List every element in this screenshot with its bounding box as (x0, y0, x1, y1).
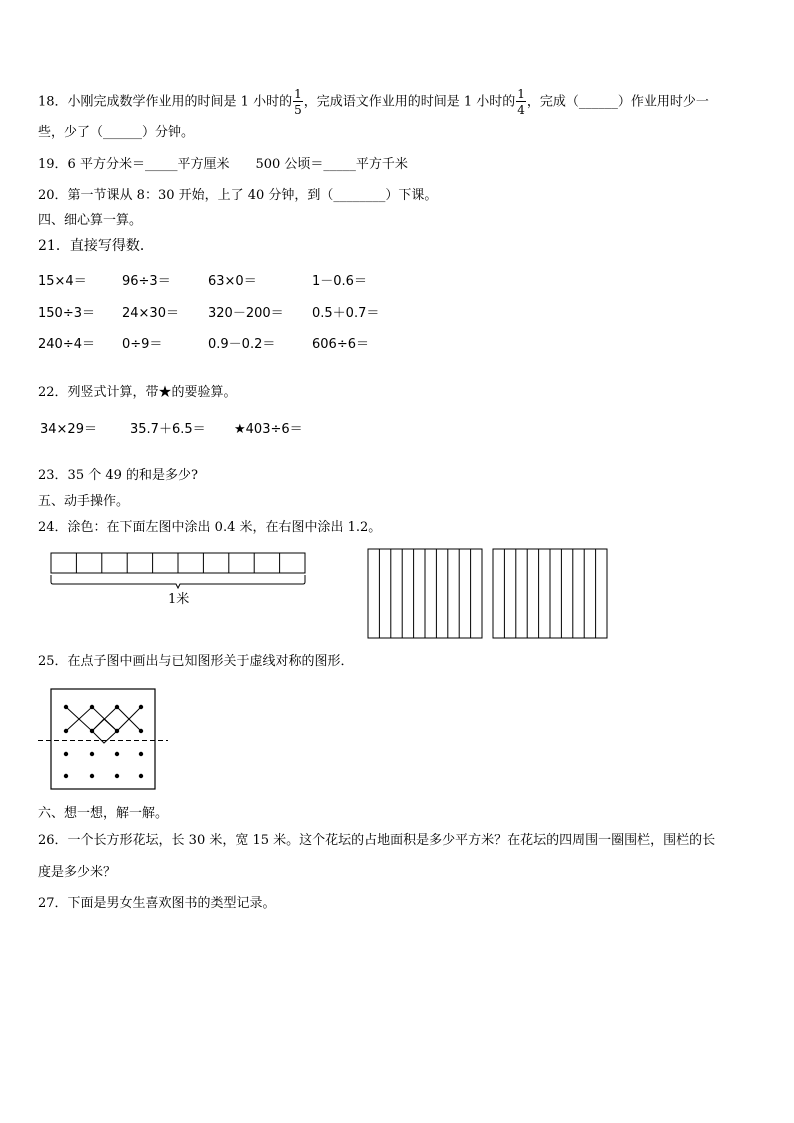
q23: 23．35 个 49 的和是多少? (38, 468, 198, 483)
q25-dot (115, 774, 119, 778)
q21-title: 21．直接写得数． (38, 238, 154, 254)
q26-line2: 度是多少米？ (38, 865, 117, 880)
q22-item: 34×29＝ (40, 422, 97, 437)
section5-heading: 五、动手操作。 (38, 494, 130, 509)
q18-fraction-2: $\frac{1}{4}$ (517, 87, 525, 117)
q18-text-part2: ，完成语文作业用的时间是 1 小时的 (303, 94, 516, 110)
q25-dot (64, 774, 68, 778)
section6-heading: 六、想一想，解一解。 (38, 806, 169, 821)
q21-item: 96÷3＝ (122, 274, 171, 289)
q21-item: 24×30＝ (122, 306, 179, 321)
q20: 20．第一节课从 8：30 开始，上了 40 分钟，到（________）下课。 (38, 188, 438, 203)
q26-line1: 26．一个长方形花坛，长 30 米，宽 15 米。这个花坛的占地面积是多少平方米？在花坛的四周围一圈围栏，围栏的长 (38, 833, 716, 848)
q25-dot (64, 752, 68, 756)
q25-dot (115, 752, 119, 756)
q21-item: 63×0＝ (208, 274, 257, 289)
q21-item: 150÷3＝ (38, 306, 95, 321)
q21-item: 15×4＝ (38, 274, 87, 289)
q22-item: 35.7＋6.5＝ (130, 422, 206, 437)
q25-dot (139, 774, 143, 778)
q18-text-part1: 18．小刚完成数学作业用的时间是 1 小时的 (38, 94, 293, 110)
q27: 27．下面是男女生喜欢图书的类型记录。 (38, 896, 276, 911)
q21-item: 320－200＝ (208, 306, 284, 321)
q21-item: 606÷6＝ (312, 337, 369, 352)
q24-title: 24．涂色：在下面左图中涂出 0.4 米，在右图中涂出 1.2。 (38, 520, 382, 535)
q25-dot (139, 752, 143, 756)
q21-item: 0.9－0.2＝ (208, 337, 276, 352)
q19: 19．6 平方分米＝_____平方厘米 500 公顷＝_____平方千米 (38, 157, 408, 172)
q22-item: ★403÷6＝ (234, 422, 303, 437)
section4-heading: 四、细心算一算。 (38, 213, 143, 228)
q25-dot (90, 752, 94, 756)
q21-item: 0.5＋0.7＝ (312, 306, 380, 321)
q21-item: 0÷9＝ (122, 337, 163, 352)
q18-fraction-1: $\frac{1}{5}$ (294, 87, 302, 117)
q18-text-part3: ，完成（______）作业用时少一 (526, 94, 709, 110)
q24-ruler-label: 1米 (168, 592, 190, 607)
q21-item: 240÷4＝ (38, 337, 95, 352)
q25-dot (90, 774, 94, 778)
q18-line2: 些，少了（______）分钟。 (38, 125, 195, 140)
q22-title: 22．列竖式计算，带★的要验算。 (38, 385, 237, 400)
q21-item: 1－0.6＝ (312, 274, 367, 289)
q25-given-shape-diamond (92, 719, 117, 743)
q25-title: 25．在点子图中画出与已知图形关于虚线对称的图形． (38, 654, 354, 669)
